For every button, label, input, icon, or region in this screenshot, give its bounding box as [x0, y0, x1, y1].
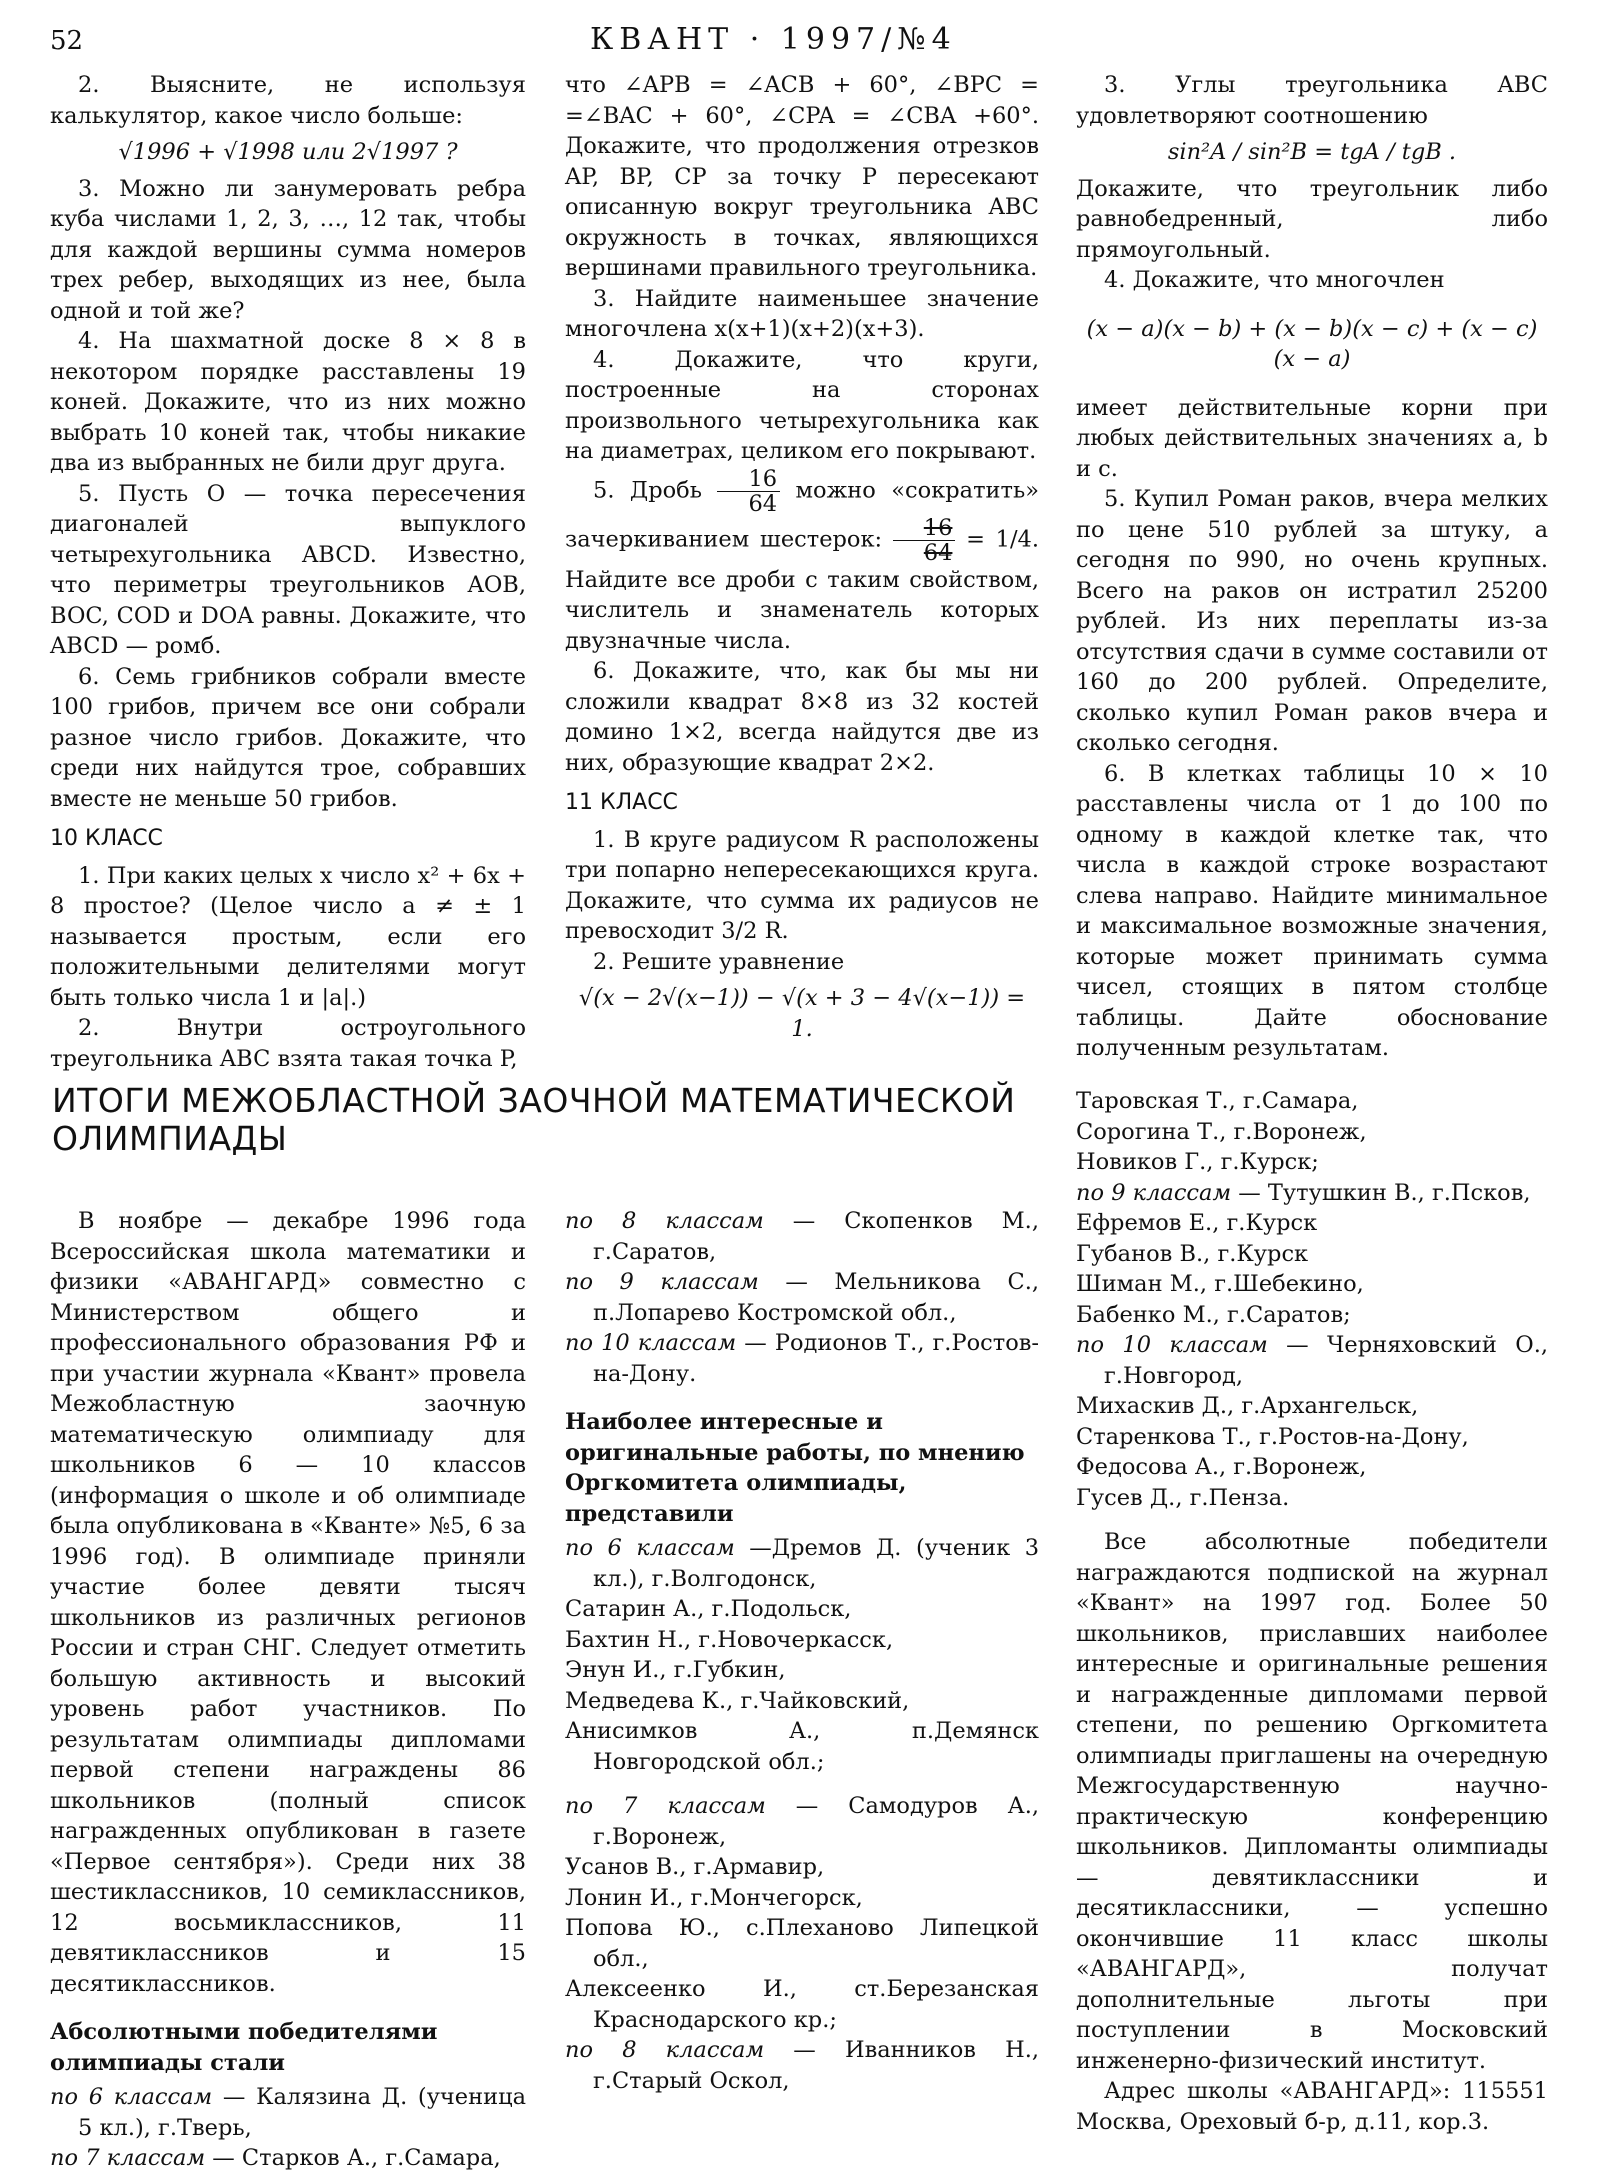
problem-11-6: 6. В клетках таблицы 10 × 10 расставлены числа от 1 до 100 по одному в каждой клетке так, что числа в каждой строке возрастают слева направо. Найдите минимальное и максимальное возможные значения, которые может принимать сумма чисел, стоящих в пятом столбце таблицы. Дайте обоснование полученным результатам.	[1076, 760, 1548, 1061]
list-item: Губанов В., г.Курск	[1076, 1240, 1309, 1267]
problems-column-1	[50, 70, 526, 1074]
closing-paragraph: Все абсолютные победители награждаются подпиской на журнал «Квант» на 1997 год. Более 50 школьников, приславших наиболее интересные и оригинальные решения и награжденные дипломами первой степени, по решению Оргкомитета олимпиады приглашены на очередную Межгосударственную научно-практическую конференцию школьников. Дипломанты олимпиады — девятиклассники и десятиклассники, — успешно окончившие 11 класс школы «АВАНГАРД», получат дополнительные льготы при поступлении в Московский инженерно-физический институт.	[1076, 1529, 1548, 2074]
list-item: Сатарин А., г.Подольск,	[565, 1596, 852, 1622]
results-column-2	[565, 1206, 1039, 2096]
magazine-header: КВАНТ · 1997/№4	[590, 22, 957, 57]
grade-9-lead: по 9 классам — Тутушкин В., г.Псков,	[1076, 1179, 1531, 1206]
formula-9-2: √1996 + √1998 или 2√1997 ?	[118, 139, 458, 165]
problem-9-6: 6. Семь грибников собрали вместе 100 грибов, причем все они собрали разное число грибов. Докажите, что среди них найдутся трое, собравших вместе не меньше 50 грибов.	[50, 663, 526, 812]
article-title: ИТОГИ МЕЖОБЛАСТНОЙ ЗАОЧНОЙ МАТЕМАТИЧЕСКОЙ ОЛИМПИАДЫ	[52, 1081, 1016, 1158]
list-item: Таровская Т., г.Самара,	[1076, 1088, 1359, 1114]
list-item: Бахтин Н., г.Новочеркасск,	[565, 1626, 894, 1653]
page-number: 52	[50, 26, 84, 56]
list-item: Бабенко М., г.Саратов;	[1076, 1301, 1351, 1328]
interesting-works-heading: Наиболее интересные и оригинальные работы, по мнению Оргкомитета олимпиады, представили	[565, 1409, 1025, 1527]
formula-11-2: √(x − 2√(x−1)) − √(x + 3 − 4√(x−1)) = 1.	[578, 985, 1026, 1042]
grade-10-lead: по 10 классам — Черняховский О., г.Новгород,	[1076, 1332, 1548, 1389]
list-item: Попова Ю., с.Плеханово Липецкой обл.,	[565, 1915, 1039, 1972]
problem-9-3: 3. Можно ли занумеровать ребра куба числами 1, 2, 3, …, 12 так, чтобы для каждой вершины сумма номеров трех ребер, выходящих из нее, была одной и той же?	[50, 175, 526, 324]
formula-11-3: sin²A / sin²B = tgA / tgB .	[1167, 139, 1457, 165]
list-item: Гусев Д., г.Пенза.	[1076, 1484, 1290, 1511]
problem-10-5-end: = 1/4. Найдите все дроби с таким свойством, числитель и знаменатель которых двузначные числа.	[565, 526, 1040, 654]
formula-11-4: (x − a)(x − b) + (x − b)(x − c) + (x − c)(x − a)	[1086, 315, 1538, 372]
list-item: Ефремов Е., г.Курск	[1076, 1210, 1318, 1236]
list-item: Михаскив Д., г.Архангельск,	[1076, 1393, 1419, 1419]
problem-10-1: 1. При каких целых x число x² + 6x + 8 простое? (Целое число a ≠ ± 1 называется простым, если его положительными делителями могут быть только числа 1 и |a|.)	[50, 862, 526, 1011]
problem-9-2: 2. Выясните, не используя калькулятор, какое число больше:	[50, 72, 526, 129]
problem-10-4: 4. Докажите, что круги, построенные на сторонах произвольного четырехугольника как на диаметрах, целиком его покрывают.	[565, 346, 1039, 464]
problems-column-3	[1076, 70, 1548, 1064]
problem-10-3: 3. Найдите наименьшее значение многочлена x(x+1)(x+2)(x+3).	[565, 285, 1039, 342]
grade-7-lead: по 7 классам — Самодуров А., г.Воронеж,	[565, 1793, 1040, 1850]
winner-10: по 10 классам — Родионов Т., г.Ростов-на-Дону.	[565, 1330, 1040, 1387]
problem-11-4-cont: имеет действительные корни при любых действительных значениях a, b и c.	[1076, 394, 1548, 482]
problem-10-2-continued: что ∠APB = ∠ACB + 60°, ∠BPC = =∠BAC + 60°, ∠CPA = ∠CBA +60°. Докажите, что продолжения отрезков AP, BP, CP за точку P пересекают описанную вокруг треугольника ABC окружность в точках, являющихся вершинами правильного треугольника.	[565, 72, 1039, 281]
list-item: Медведева К., г.Чайковский,	[565, 1687, 910, 1714]
list-item: Энун И., г.Губкин,	[565, 1657, 786, 1683]
class-11-heading: 11 КЛАСС	[565, 790, 678, 815]
problem-10-5	[565, 467, 1039, 657]
problem-9-5: 5. Пусть O — точка пересечения диагоналей выпуклого четырехугольника ABCD. Известно, что периметры треугольников AOB, BOC, COD и DOA равны. Докажите, что ABCD — ромб.	[50, 480, 526, 659]
list-item: Старенкова Т., г.Ростов-на-Дону,	[1076, 1423, 1469, 1450]
problem-11-5: 5. Купил Роман раков, вчера мелких по цене 510 рублей за штуку, а сегодня по 990, но очень крупных. Всего на раков он истратил 25200 рублей. Из них переплаты из-за отсутствия сдачи в сумме составили от 160 до 200 рублей. Определите, сколько купил Роман раков вчера и сколько сегодня.	[1076, 486, 1548, 756]
list-item: Лонин И., г.Мончегорск,	[565, 1884, 863, 1911]
school-address: Адрес школы «АВАНГАРД»: 115551 Москва, Ореховый б-р, д.11, кор.3.	[1076, 2078, 1548, 2135]
problem-11-3: 3. Углы треугольника ABC удовлетворяют соотношению	[1076, 72, 1548, 129]
problem-10-5-mid: можно «сократить» зачеркиванием шестерок:	[565, 477, 1039, 552]
problem-9-4: 4. На шахматной доске 8 × 8 в некотором порядке расставлены 19 коней. Докажите, что из них можно выбрать 10 коней так, чтобы никакие два из выбранных не били друг друга.	[50, 328, 526, 476]
problem-11-2: 2. Решите уравнение	[593, 948, 845, 975]
winner-6: по 6 классам — Калязина Д. (ученица 5 кл.), г.Тверь,	[50, 2084, 526, 2141]
list-item: Федосова А., г.Воронеж,	[1076, 1454, 1367, 1480]
results-column-3	[1076, 1086, 1548, 2137]
problem-11-4: 4. Докажите, что многочлен	[1104, 267, 1445, 293]
results-column-1	[50, 1206, 526, 2174]
list-item: Усанов В., г.Армавир,	[565, 1854, 825, 1880]
fraction-crossed: $\frac{16}{64}$	[893, 516, 956, 565]
problem-11-1: 1. В круге радиусом R расположены три попарно непересекающихся круга. Докажите, что сумма их радиусов не превосходит 3/2 R.	[565, 826, 1039, 944]
list-item: Алексеенко И., ст.Березанская Краснодарского кр.;	[565, 1976, 1039, 2033]
problem-11-3-cont: Докажите, что треугольник либо равнобедренный, либо прямоугольный.	[1076, 175, 1548, 263]
problem-10-6: 6. Докажите, что, как бы мы ни сложили квадрат 8×8 из 32 костей домино 1×2, всегда найдутся две из них, образующие квадрат 2×2.	[565, 658, 1039, 776]
absolute-winners-heading: Абсолютными победителями олимпиады стали	[50, 2019, 438, 2076]
class-10-heading: 10 КЛАСС	[50, 826, 163, 851]
fraction-16-64: $\frac{16}{64}$	[717, 467, 780, 516]
list-item: Шиман М., г.Шебекино,	[1076, 1271, 1364, 1297]
list-item: Новиков Г., г.Курск;	[1076, 1149, 1319, 1175]
problem-10-5-start: 5. Дробь	[593, 477, 702, 503]
winner-8: по 8 классам — Скопенков М., г.Саратов,	[565, 1208, 1039, 1265]
fraction-three-halves: 3/2	[721, 918, 758, 944]
grade-6-lead: по 6 классам —Дремов Д. (ученик 3 кл.), г.Волгодонск,	[565, 1535, 1040, 1592]
problems-column-2	[565, 70, 1039, 1050]
winner-7: по 7 классам — Старков А., г.Самара,	[50, 2145, 501, 2171]
grade-8-lead: по 8 классам — Иванников Н., г.Старый Оскол,	[565, 2037, 1039, 2094]
problem-10-2: 2. Внутри остроугольного треугольника ABC взята такая точка P,	[50, 1015, 526, 1072]
results-intro: В ноябре — декабре 1996 года Всероссийская школа математики и физики «АВАНГАРД» совместно с Министерством общего и профессионального образования РФ и при участии журнала «Квант» провела Межобластную заочную математическую олимпиаду для школьников 6 — 10 классов (информация о школе и об олимпиаде была опубликована в «Кванте» №5, 6 за 1996 год). В олимпиаде приняли участие более девяти тысяч школьников из различных регионов России и стран СНГ. Следует отметить большую активность и высокий уровень работ участников. По результатам олимпиады дипломами первой степени награждены 86 школьников (полный список награжденных опубликован в газете «Первое сентября»). Среди них 38 шестиклассников, 10 семиклассников, 12 восьмиклассников, 11 девятиклассников и 15 десятиклассников.	[50, 1208, 527, 1997]
winner-9: по 9 классам — Мельникова С., п.Лопарево Костромской обл.,	[565, 1269, 1039, 1326]
list-item: Анисимков А., п.Демянск Новгородской обл.;	[565, 1718, 1039, 1775]
list-item: Сорогина Т., г.Воронеж,	[1076, 1118, 1367, 1145]
